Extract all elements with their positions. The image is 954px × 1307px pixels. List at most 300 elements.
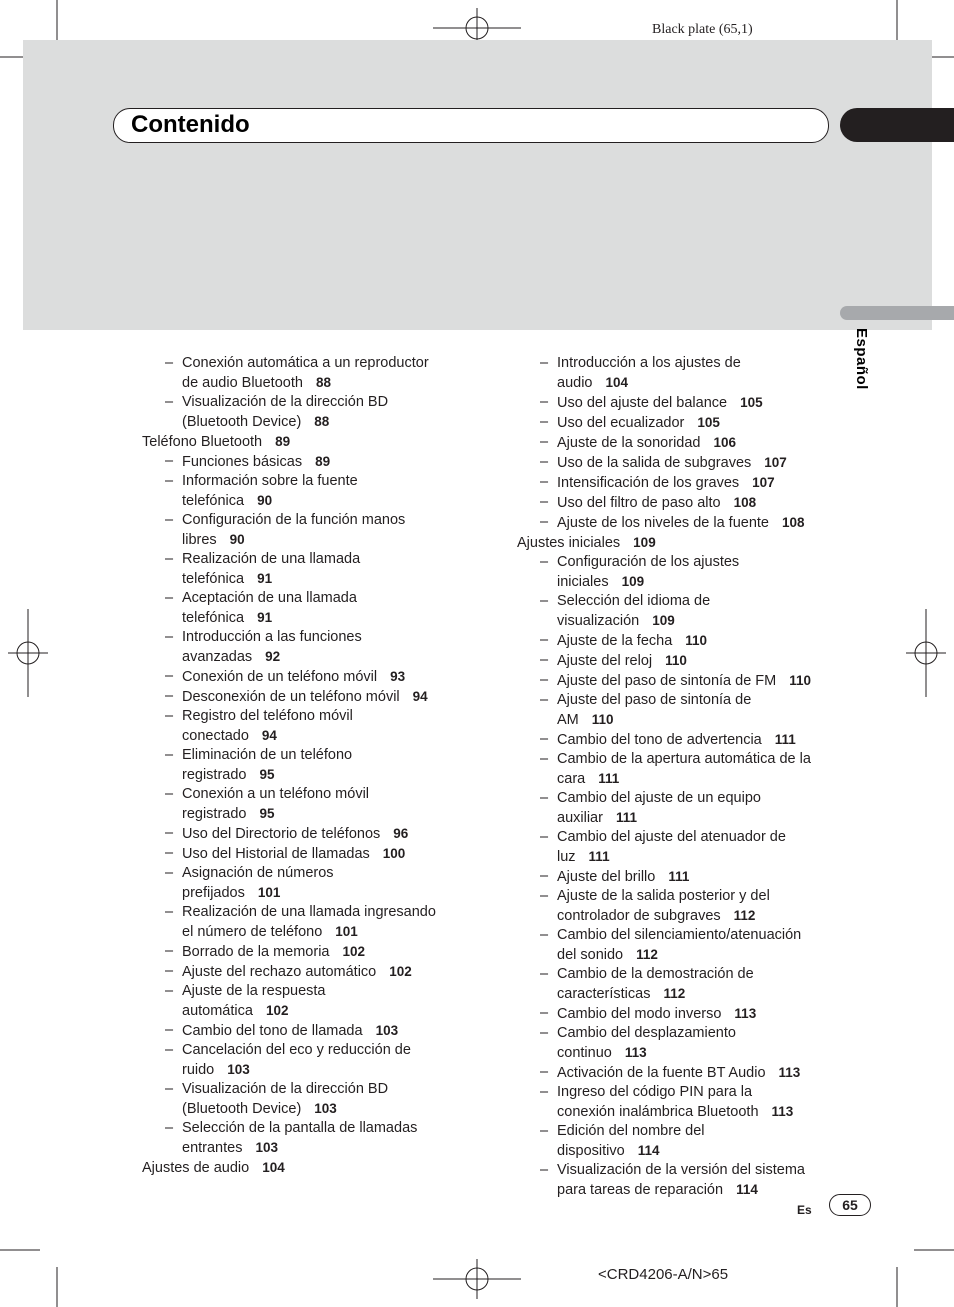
toc-page-number: 111: [588, 849, 610, 864]
toc-entry-text: Asignación de números: [182, 865, 334, 881]
toc-line: [182, 864, 482, 883]
toc-line: [557, 592, 837, 611]
toc-entry-text: Ajuste del reloj: [557, 653, 653, 669]
dash-marker: –: [540, 554, 549, 570]
toc-entry-text: Teléfono Bluetooth: [142, 434, 263, 450]
toc-page-number: 111: [615, 810, 637, 825]
toc-line: [557, 493, 837, 513]
toc-entry-text: Ajuste de la fecha: [557, 633, 673, 649]
toc-page-number: 113: [771, 1104, 794, 1119]
toc-subentry: [517, 867, 837, 887]
toc-entry: [142, 1158, 482, 1178]
toc-entry-text: Realización de una llamada: [182, 551, 361, 567]
dash-marker: –: [165, 1120, 174, 1136]
dash-marker: –: [165, 708, 174, 724]
toc-subentry: [142, 824, 482, 844]
toc-line: [557, 1024, 837, 1043]
toc-entry-text: prefijados: [182, 885, 245, 901]
toc-subentry: [142, 844, 482, 864]
toc-subentry: [517, 671, 837, 691]
dash-marker: –: [165, 355, 174, 371]
toc-line: [557, 1043, 837, 1063]
toc-line: [182, 1041, 482, 1060]
toc-entry-text: Introducción a las funciones: [182, 629, 362, 645]
toc-line: [557, 611, 837, 631]
toc-subentry: [142, 550, 482, 589]
toc-line: [557, 354, 837, 373]
toc-line: [182, 647, 482, 667]
dash-marker: –: [540, 692, 549, 708]
toc-subentry: [517, 926, 837, 965]
toc-page-number: 103: [255, 1140, 278, 1155]
toc-entry-text: Cambio del tono de llamada: [182, 1023, 363, 1039]
toc-entry-text: Ajustes iniciales: [517, 535, 621, 551]
dash-marker: –: [540, 514, 549, 530]
toc-page-number: 96: [393, 826, 409, 841]
dash-marker: –: [540, 751, 549, 767]
toc-line: [557, 1161, 837, 1180]
toc-entry-text: telefónica: [182, 610, 245, 626]
toc-line: [182, 354, 482, 373]
toc-subentry: [517, 473, 837, 493]
dash-marker: –: [165, 453, 174, 469]
toc-page-number: 103: [314, 1101, 337, 1116]
toc-entry-text: Selección del idioma de: [557, 593, 711, 609]
toc-line: [182, 1021, 482, 1041]
toc-entry-text: Visualización de la dirección BD: [182, 1081, 389, 1097]
toc-subentry: [142, 511, 482, 550]
toc-entry-text: registrado: [182, 767, 247, 783]
toc-page-number: 101: [257, 885, 281, 900]
language-label: Español: [853, 328, 870, 390]
dash-marker: –: [165, 825, 174, 841]
dash-marker: –: [540, 1025, 549, 1041]
dash-marker: –: [540, 652, 549, 668]
toc-entry-text: Cambio del modo inverso: [557, 1006, 722, 1022]
toc-entry-text: Ajuste de la respuesta: [182, 983, 326, 999]
toc-page-number: 112: [636, 947, 658, 962]
dash-marker: –: [165, 747, 174, 763]
toc-line: [182, 883, 482, 903]
plate-label: Black plate (65,1): [652, 22, 753, 37]
toc-entry-text: Ajuste del brillo: [557, 869, 656, 885]
toc-subentry: [517, 354, 837, 393]
toc-page-number: 114: [637, 1143, 660, 1158]
toc-entry-text: entrantes: [182, 1140, 243, 1156]
toc-line: [557, 808, 837, 828]
toc-entry-text: (Bluetooth Device): [182, 1101, 302, 1117]
toc-subentry: [142, 864, 482, 903]
toc-page-number: 113: [778, 1065, 801, 1080]
toc-line: [182, 1119, 482, 1138]
dash-marker: –: [165, 688, 174, 704]
toc-subentry: [142, 746, 482, 785]
toc-page-number: 95: [259, 767, 275, 782]
toc-line: [557, 906, 837, 926]
toc-entry-text: controlador de subgraves: [557, 908, 721, 924]
toc-entry-text: Conexión automática a un reproductor: [182, 355, 429, 371]
toc-line: [182, 804, 482, 824]
toc-page-number: 109: [621, 574, 645, 589]
dash-marker: –: [540, 434, 549, 450]
toc-entry-text: luz: [557, 849, 576, 865]
toc-line: [182, 1099, 482, 1119]
dash-marker: –: [540, 1005, 549, 1021]
toc-subentry: [142, 1080, 482, 1119]
toc-line: [557, 710, 837, 730]
toc-subentry: [142, 452, 482, 472]
toc-subentry: [142, 707, 482, 746]
dash-marker: –: [540, 1162, 549, 1178]
toc-entry-text: Realización de una llamada ingresando: [182, 904, 436, 920]
toc-page-number: 91: [257, 610, 273, 625]
toc-subentry: [142, 962, 482, 982]
toc-line: [182, 569, 482, 589]
toc-line: [557, 553, 837, 572]
toc-line: [557, 887, 837, 906]
toc-entry-text: Borrado de la memoria: [182, 944, 330, 960]
dash-marker: –: [540, 494, 549, 510]
toc-page-number: 112: [663, 986, 686, 1001]
toc-entry-text: Uso del Directorio de teléfonos: [182, 826, 381, 842]
dash-marker: –: [165, 590, 174, 606]
dash-marker: –: [165, 786, 174, 802]
toc-line: [557, 867, 837, 887]
toc-entry-text: Uso del filtro de paso alto: [557, 495, 721, 511]
toc-entry-text: Uso del ajuste del balance: [557, 395, 728, 411]
dash-marker: –: [165, 551, 174, 567]
toc-line: [557, 945, 837, 965]
toc-entry-text: Cancelación del eco y reducción de: [182, 1042, 411, 1058]
toc-line: [557, 847, 837, 867]
toc-entry-text: Cambio del ajuste de un equipo: [557, 790, 761, 806]
toc-entry-text: auxiliar: [557, 810, 603, 826]
toc-line: [182, 373, 482, 393]
toc-subentry: [142, 785, 482, 824]
toc-page-number: 105: [697, 415, 720, 430]
toc-subentry: [142, 942, 482, 962]
toc-page-number: 106: [713, 435, 737, 450]
toc-entry-text: del sonido: [557, 947, 624, 963]
dash-marker: –: [165, 1081, 174, 1097]
dash-marker: –: [540, 593, 549, 609]
toc-right-column: [517, 354, 837, 1200]
toc-entry-text: características: [557, 986, 651, 1002]
toc-subentry: [142, 1119, 482, 1158]
toc-page-number: 94: [261, 728, 277, 743]
toc-line: [182, 707, 482, 726]
toc-page-number: 111: [598, 771, 620, 786]
toc-page-number: 107: [752, 475, 775, 490]
toc-subentry: [142, 472, 482, 511]
toc-entry-text: Ingreso del código PIN para la: [557, 1084, 753, 1100]
toc-page-number: 110: [685, 633, 708, 648]
toc-line: [142, 1158, 482, 1178]
toc-entry-text: conectado: [182, 728, 249, 744]
toc-subentry: [142, 982, 482, 1021]
toc-entry-text: registrado: [182, 806, 247, 822]
dash-marker: –: [165, 473, 174, 489]
toc-subentry: [517, 513, 837, 533]
toc-entry-text: Activación de la fuente BT Audio: [557, 1065, 766, 1081]
toc-line: [182, 903, 482, 922]
dash-marker: –: [165, 963, 174, 979]
toc-subentry: [517, 887, 837, 926]
toc-subentry: [517, 1083, 837, 1122]
toc-entry-text: el número de teléfono: [182, 924, 323, 940]
toc-entry-text: dispositivo: [557, 1143, 625, 1159]
toc-subentry: [517, 433, 837, 453]
toc-page-number: 94: [412, 689, 428, 704]
toc-entry-text: Cambio de la apertura automática de la: [557, 751, 811, 767]
dash-marker: –: [540, 731, 549, 747]
toc-page-number: 89: [315, 454, 331, 469]
toc-subentry: [517, 651, 837, 671]
dash-marker: –: [540, 394, 549, 410]
toc-line: [182, 667, 482, 687]
toc-entry-text: cara: [557, 771, 586, 787]
toc-subentry: [517, 1161, 837, 1200]
toc-entry-text: continuo: [557, 1045, 612, 1061]
toc-line: [182, 393, 482, 412]
dash-marker: –: [165, 668, 174, 684]
toc-line: [182, 589, 482, 608]
toc-entry-text: Funciones básicas: [182, 454, 303, 470]
toc-line: [557, 651, 837, 671]
toc-subentry: [142, 1021, 482, 1041]
toc-subentry: [517, 828, 837, 867]
toc-entry-text: Aceptación de una llamada: [182, 590, 357, 606]
dash-marker: –: [540, 1064, 549, 1080]
toc-page-number: 88: [314, 414, 330, 429]
document-code: <CRD4206-A/N>65: [598, 1266, 729, 1283]
toc-line: [557, 1083, 837, 1102]
toc-page-number: 110: [665, 653, 687, 668]
toc-page-number: 109: [633, 535, 656, 550]
toc-entry-text: Ajuste de la salida posterior y del: [557, 888, 770, 904]
toc-entry-text: Información sobre la fuente: [182, 473, 358, 489]
toc-page-number: 108: [782, 515, 805, 530]
toc-entry-text: audio: [557, 375, 593, 391]
dash-marker: –: [540, 454, 549, 470]
toc-line: [557, 750, 837, 769]
dash-marker: –: [540, 966, 549, 982]
dash-marker: –: [540, 632, 549, 648]
toc-line: [557, 769, 837, 789]
toc-subentry: [142, 589, 482, 628]
dash-marker: –: [540, 1084, 549, 1100]
toc-line: [182, 824, 482, 844]
toc-subentry: [517, 1024, 837, 1063]
toc-line: [182, 687, 482, 707]
toc-line: [557, 373, 837, 393]
toc-subentry: [517, 631, 837, 651]
toc-subentry: [142, 667, 482, 687]
toc-entry-text: Visualización de la versión del sistema: [557, 1162, 805, 1178]
toc-line: [182, 1001, 482, 1021]
toc-line: [182, 511, 482, 530]
toc-page-number: 111: [668, 869, 690, 884]
toc-entry-text: Ajustes de audio: [142, 1160, 250, 1176]
toc-entry-text: Cambio del desplazamiento: [557, 1025, 736, 1041]
toc-line: [182, 550, 482, 569]
dash-marker: –: [540, 414, 549, 430]
dash-marker: –: [540, 672, 549, 688]
dash-marker: –: [165, 943, 174, 959]
toc-line: [182, 765, 482, 785]
toc-line: [182, 785, 482, 804]
toc-line: [557, 1141, 837, 1161]
toc-line: [557, 473, 837, 493]
toc-page-number: 104: [262, 1160, 285, 1175]
section-tab: [840, 108, 954, 142]
toc-line: [182, 1080, 482, 1099]
toc-page-number: 110: [789, 673, 812, 688]
toc-subentry: [142, 628, 482, 667]
toc-line: [182, 472, 482, 491]
toc-subentry: [517, 413, 837, 433]
toc-entry-text: Cambio del ajuste del atenuador de: [557, 829, 786, 845]
toc-page-number: 104: [605, 375, 629, 390]
toc-subentry: [517, 1122, 837, 1161]
toc-line: [182, 1138, 482, 1158]
toc-page-number: 95: [259, 806, 275, 821]
toc-page-number: 109: [652, 613, 675, 628]
toc-subentry: [517, 1063, 837, 1083]
dash-marker: –: [540, 829, 549, 845]
dash-marker: –: [165, 1042, 174, 1058]
dash-marker: –: [165, 904, 174, 920]
dash-marker: –: [165, 1022, 174, 1038]
toc-line: [182, 412, 482, 432]
toc-line: [557, 513, 837, 533]
toc-line: [557, 926, 837, 945]
toc-entry-text: Cambio de la demostración de: [557, 966, 754, 982]
toc-entry-text: de audio Bluetooth: [182, 375, 303, 391]
toc-page-number: 103: [227, 1062, 250, 1077]
toc-line: [557, 1180, 837, 1200]
toc-entry-text: telefónica: [182, 571, 245, 587]
toc-entry-text: Visualización de la dirección BD: [182, 394, 389, 410]
toc-page-number: 101: [335, 924, 358, 939]
toc-subentry: [517, 691, 837, 730]
toc-line: [182, 746, 482, 765]
toc-line: [557, 631, 837, 651]
toc-entry-text: Ajuste del rechazo automático: [182, 964, 377, 980]
toc-line: [182, 726, 482, 746]
toc-entry-text: Uso del ecualizador: [557, 415, 685, 431]
toc-line: [557, 572, 837, 592]
toc-entry-text: AM: [557, 712, 579, 728]
toc-subentry: [517, 453, 837, 473]
toc-subentry: [142, 393, 482, 432]
toc-entry-text: iniciales: [557, 574, 609, 590]
toc-entry-text: Edición del nombre del: [557, 1123, 705, 1139]
toc-subentry: [517, 553, 837, 592]
toc-subentry: [517, 750, 837, 789]
toc-line: [182, 962, 482, 982]
toc-entry-text: para tareas de reparación: [557, 1182, 724, 1198]
toc-entry-text: visualización: [557, 613, 640, 629]
toc-line: [557, 433, 837, 453]
toc-line: [557, 691, 837, 710]
toc-line: [557, 965, 837, 984]
toc-line: [557, 1063, 837, 1083]
toc-page-number: 102: [342, 944, 366, 959]
toc-entry-text: automática: [182, 1003, 253, 1019]
toc-page-number: 90: [257, 493, 273, 508]
toc-entry-text: Uso del Historial de llamadas: [182, 846, 370, 862]
toc-page-number: 103: [375, 1023, 399, 1038]
dash-marker: –: [165, 394, 174, 410]
header-band: [23, 40, 932, 330]
toc-entry-text: Selección de la pantalla de llamadas: [182, 1120, 418, 1136]
dash-marker: –: [165, 512, 174, 528]
toc-line: [142, 432, 482, 452]
toc-subentry: [517, 393, 837, 413]
toc-subentry: [517, 789, 837, 828]
toc-entry-text: Introducción a los ajustes de: [557, 355, 741, 371]
toc-line: [182, 530, 482, 550]
toc-subentry: [517, 1004, 837, 1024]
toc-page-number: 88: [315, 375, 331, 390]
toc-line: [557, 1102, 837, 1122]
toc-line: [557, 828, 837, 847]
toc-page-number: 110: [591, 712, 614, 727]
page-number: 65: [829, 1194, 871, 1216]
toc-page-number: 102: [389, 964, 412, 979]
toc-page-number: 100: [382, 846, 406, 861]
dash-marker: –: [540, 868, 549, 884]
dash-marker: –: [540, 888, 549, 904]
toc-entry-text: ruido: [182, 1062, 215, 1078]
toc-line: [182, 628, 482, 647]
toc-line: [182, 1060, 482, 1080]
language-tab: [840, 306, 954, 320]
toc-entry-text: Conexión de un teléfono móvil: [182, 669, 378, 685]
toc-entry-text: (Bluetooth Device): [182, 414, 302, 430]
toc-subentry: [142, 687, 482, 707]
toc-subentry: [142, 903, 482, 942]
toc-page-number: 112: [733, 908, 756, 923]
toc-line: [557, 1122, 837, 1141]
toc-entry-text: avanzadas: [182, 649, 253, 665]
toc-subentry: [142, 1041, 482, 1080]
toc-line: [182, 942, 482, 962]
toc-page-number: 107: [764, 455, 787, 470]
toc-entry-text: Uso de la salida de subgraves: [557, 455, 752, 471]
toc-entry-text: Intensificación de los graves: [557, 475, 740, 491]
toc-subentry: [517, 592, 837, 631]
language-code: Es: [797, 1203, 812, 1217]
toc-page-number: 108: [733, 495, 757, 510]
toc-left-column: [142, 354, 482, 1178]
toc-entry-text: Configuración de los ajustes: [557, 554, 740, 570]
dash-marker: –: [165, 983, 174, 999]
toc-entry-text: Eliminación de un teléfono: [182, 747, 353, 763]
dash-marker: –: [540, 927, 549, 943]
toc-line: [182, 452, 482, 472]
toc-entry-text: Ajuste de los niveles de la fuente: [557, 515, 769, 531]
page-title: Contenido: [131, 111, 250, 138]
toc-page-number: 90: [229, 532, 245, 547]
toc-entry-text: Cambio del silenciamiento/atenuación: [557, 927, 802, 943]
toc-line: [557, 453, 837, 473]
toc-page-number: 102: [265, 1003, 289, 1018]
dash-marker: –: [540, 1123, 549, 1139]
toc-line: [557, 984, 837, 1004]
toc-line: [557, 730, 837, 750]
